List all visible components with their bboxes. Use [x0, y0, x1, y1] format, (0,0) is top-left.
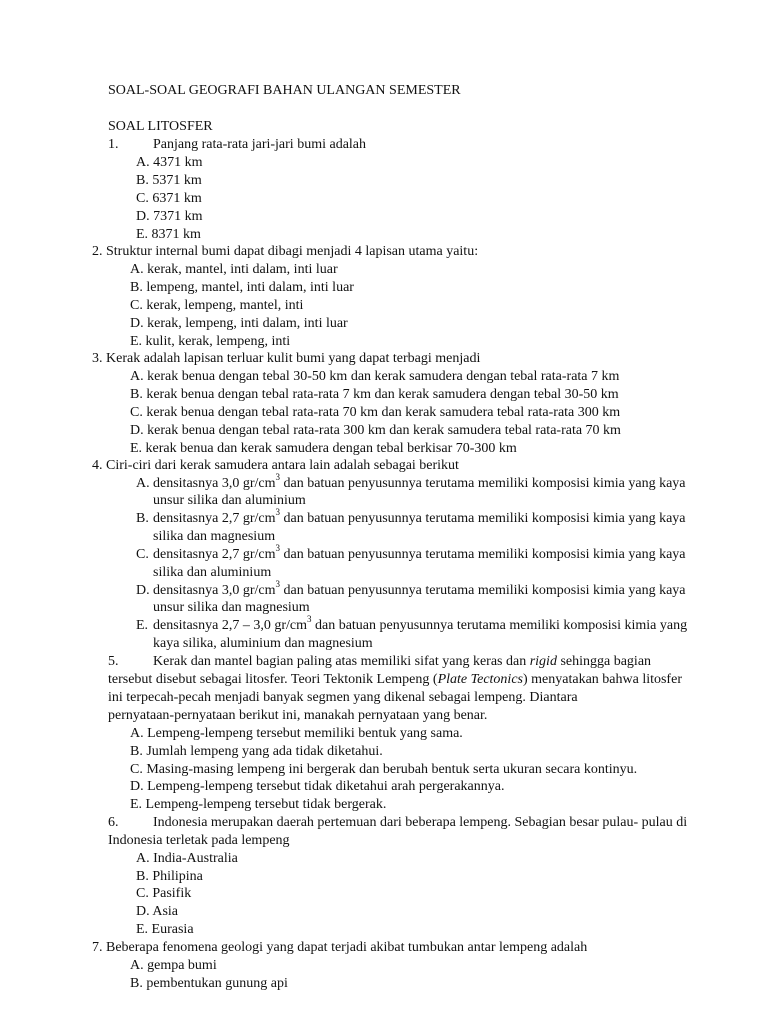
- question-6-option-b: B. Philipina: [136, 869, 203, 884]
- question-5-line-2: tersebut disebut sebagai litosfer. Teori Tektonik Lempeng (Plate Tectonics) menyatakan bahwa litosfer: [108, 672, 682, 687]
- question-5-option-e: E. Lempeng-lempeng tersebut tidak bergerak.: [130, 797, 387, 812]
- question-4-option-e-continuation: kaya silika, aluminium dan magnesium: [153, 636, 373, 651]
- question-5-option-d: D. Lempeng-lempeng tersebut tidak diketahui arah pergerakannya.: [130, 779, 505, 794]
- question-5-line-1: Kerak dan mantel bagian paling atas memiliki sifat yang keras dan rigid sehingga bagian: [153, 654, 652, 669]
- question-3-text: 3. Kerak adalah lapisan terluar kulit bumi yang dapat terbagi menjadi: [92, 351, 481, 366]
- question-5-option-a: A. Lempeng-lempeng tersebut memiliki bentuk yang sama.: [130, 726, 463, 741]
- question-4-option-b-continuation: silika dan magnesium: [153, 529, 276, 544]
- question-1-option-b: B. 5371 km: [136, 173, 202, 188]
- question-4-option-d-continuation: unsur silika dan magnesium: [153, 600, 310, 615]
- section-heading: SOAL LITOSFER: [108, 119, 213, 134]
- question-1-number: 1.: [108, 137, 119, 152]
- question-4-option-c-continuation: silika dan aluminium: [153, 565, 272, 580]
- question-4-option-a-text: densitasnya 3,0 $gr/cm^3$ dan batuan penyusunnya terutama memiliki komposisi kimia yang kaya: [153, 472, 686, 491]
- question-4-option-e-letter: E.: [136, 618, 149, 633]
- question-1-option-a: A. 4371 km: [136, 155, 203, 170]
- question-6-number: 6.: [108, 815, 119, 830]
- question-2-text: 2. Struktur internal bumi dapat dibagi menjadi 4 lapisan utama yaitu:: [92, 244, 479, 259]
- question-4-option-c-letter: C.: [136, 547, 149, 562]
- question-7-text: 7. Beberapa fenomena geologi yang dapat terjadi akibat tumbukan antar lempeng adalah: [92, 940, 588, 955]
- question-3-option-b: B. kerak benua dengan tebal rata-rata 7 km dan kerak samudera dengan tebal 30-50 km: [130, 387, 619, 402]
- question-5-option-b: B. Jumlah lempeng yang ada tidak diketahui.: [130, 744, 383, 759]
- question-5-option-c: C. Masing-masing lempeng ini bergerak dan berubah bentuk serta ukuran secara kontinyu.: [130, 762, 638, 777]
- question-2-option-d: D. kerak, lempeng, inti dalam, inti luar: [130, 316, 348, 331]
- question-4-text: 4. Ciri-ciri dari kerak samudera antara lain adalah sebagai berikut: [92, 458, 459, 473]
- question-3-option-c: C. kerak benua dengan tebal rata-rata 70 km dan kerak samudera tebal rata-rata 300 km: [130, 405, 621, 420]
- question-7-option-a: A. gempa bumi: [130, 958, 217, 973]
- question-2-option-b: B. lempeng, mantel, inti dalam, inti luar: [130, 280, 354, 295]
- question-3-option-a: A. kerak benua dengan tebal 30-50 km dan kerak samudera dengan tebal rata-rata 7 km: [130, 369, 620, 384]
- question-2-option-c: C. kerak, lempeng, mantel, inti: [130, 298, 304, 313]
- question-6-option-d: D. Asia: [136, 904, 178, 919]
- question-6-option-c: C. Pasifik: [136, 886, 192, 901]
- question-6-line-2: Indonesia terletak pada lempeng: [108, 833, 290, 848]
- question-6-line-1: Indonesia merupakan daerah pertemuan dari beberapa lempeng. Sebagian besar pulau- pulau di: [153, 815, 688, 830]
- question-4-option-a-letter: A.: [136, 476, 150, 491]
- question-4-option-c-text: densitasnya 2,7 $gr/cm^3$ dan batuan penyusunnya terutama memiliki komposisi kimia yang kaya: [153, 543, 686, 562]
- question-1-option-c: C. 6371 km: [136, 191, 202, 206]
- question-3-option-e: E. kerak benua dan kerak samudera dengan tebal berkisar 70-300 km: [130, 441, 517, 456]
- question-4-option-b-letter: B.: [136, 511, 149, 526]
- question-6-option-e: E. Eurasia: [136, 922, 194, 937]
- question-1-option-e: E. 8371 km: [136, 227, 201, 242]
- question-5-line-4: pernyataan-pernyataan berikut ini, manakah pernyataan yang benar.: [108, 708, 488, 723]
- question-2-option-a: A. kerak, mantel, inti dalam, inti luar: [130, 262, 338, 277]
- question-4-option-d-letter: D.: [136, 583, 150, 598]
- question-4-option-e-text: densitasnya 2,7 – 3,0 $gr/cm^3$ dan batuan penyusunnya terutama memiliki komposisi kimia yang: [153, 614, 688, 633]
- question-2-option-e: E. kulit, kerak, lempeng, inti: [130, 334, 291, 349]
- question-6-option-a: A. India-Australia: [136, 851, 238, 866]
- question-1-option-d: D. 7371 km: [136, 209, 203, 224]
- question-7-option-b: B. pembentukan gunung api: [130, 976, 288, 991]
- question-5-number: 5.: [108, 654, 119, 669]
- question-1-text: Panjang rata-rata jari-jari bumi adalah: [153, 137, 367, 152]
- question-4-option-a-continuation: unsur silika dan aluminium: [153, 493, 306, 508]
- question-5-line-3: ini terpecah-pecah menjadi banyak segmen yang dikenal sebagai lempeng. Diantara: [108, 690, 578, 705]
- document-title: SOAL-SOAL GEOGRAFI BAHAN ULANGAN SEMESTER: [108, 83, 461, 98]
- question-4-option-b-text: densitasnya 2,7 $gr/cm^3$ dan batuan penyusunnya terutama memiliki komposisi kimia yang kaya: [153, 507, 686, 526]
- question-3-option-d: D. kerak benua dengan tebal rata-rata 300 km dan kerak samudera tebal rata-rata 70 km: [130, 423, 621, 438]
- question-4-option-d-text: densitasnya 3,0 $gr/cm^3$ dan batuan penyusunnya terutama memiliki komposisi kimia yang kaya: [153, 579, 686, 598]
